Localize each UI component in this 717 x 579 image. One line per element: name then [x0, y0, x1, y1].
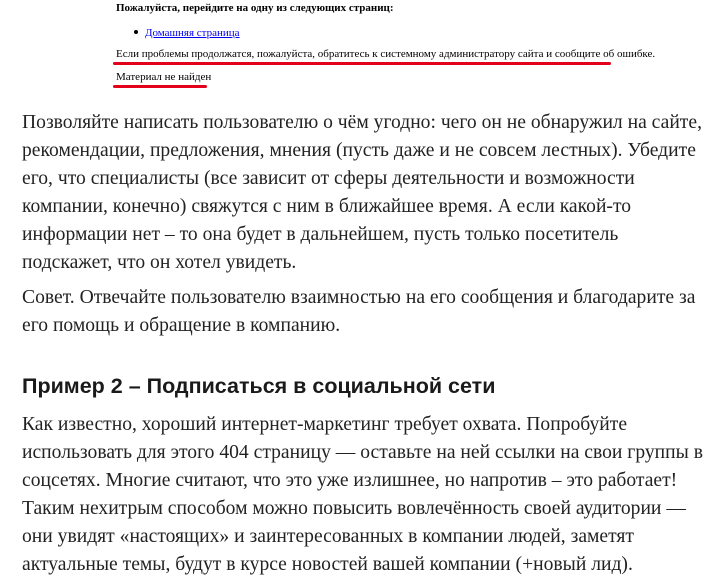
article-paragraph	[22, 411, 712, 579]
text-line: они увидят «настоящих» и заинтересованных в компании людей, заметят	[22, 526, 634, 547]
text-line: компании, конечно) свяжутся с ним в ближайшее время. А если какой-то	[22, 196, 632, 217]
article-paragraph	[22, 109, 712, 277]
red-highlight-underline	[113, 62, 611, 65]
article-tip-paragraph	[22, 284, 712, 340]
text-line: Совет. Отвечайте пользователю взаимностью на его сообщения и благодарите за	[22, 287, 696, 308]
text-line: Как известно, хороший интернет-маркетинг требует охвата. Попробуйте	[22, 414, 628, 435]
text-line: актуальные темы, будут в курсе новостей вашей компании (+новый лид).	[22, 554, 633, 575]
home-page-link[interactable]: Домашняя страница	[145, 27, 240, 39]
screenshot-not-found: Материал не найден	[116, 71, 212, 83]
text-line: Позволяйте написать пользователю о чём угодно: чего он не обнаружил на сайте,	[22, 112, 702, 133]
screenshot-error-message: Если проблемы продолжатся, пожалуйста, обратитесь к системному администратору сайта и сообщите об ошибке.	[116, 48, 656, 60]
text-line: подскажет, что он хотел увидеть.	[22, 252, 297, 273]
text-line: его, что специалисты (все зависит от сферы деятельности и возможности	[22, 168, 635, 189]
screenshot-link-item	[134, 27, 240, 39]
red-highlight-underline	[113, 85, 207, 88]
text-line: информации нет – то она будет в дальнейшем, пусть только посетитель	[22, 224, 619, 245]
text-line: его помощь и обращение в компанию.	[22, 315, 341, 336]
bullet-icon	[134, 30, 138, 34]
section-heading: Пример 2 – Подписаться в социальной сети	[22, 374, 496, 398]
text-line: Таким нехитрым способом можно повысить вовлечённость своей аудитории —	[22, 498, 686, 519]
screenshot-heading: Пожалуйста, перейдите на одну из следующих страниц:	[116, 2, 394, 14]
text-line: рекомендации, предложения, мнения (пусть даже и не совсем лестных). Убедите	[22, 140, 696, 161]
embedded-error-screenshot	[0, 0, 717, 100]
text-line: соцсетях. Многие считают, что это уже излишнее, но напротив – это работает!	[22, 470, 678, 491]
text-line: использовать для этого 404 страницу — оставьте на ней ссылки на свои группы в	[22, 442, 703, 463]
